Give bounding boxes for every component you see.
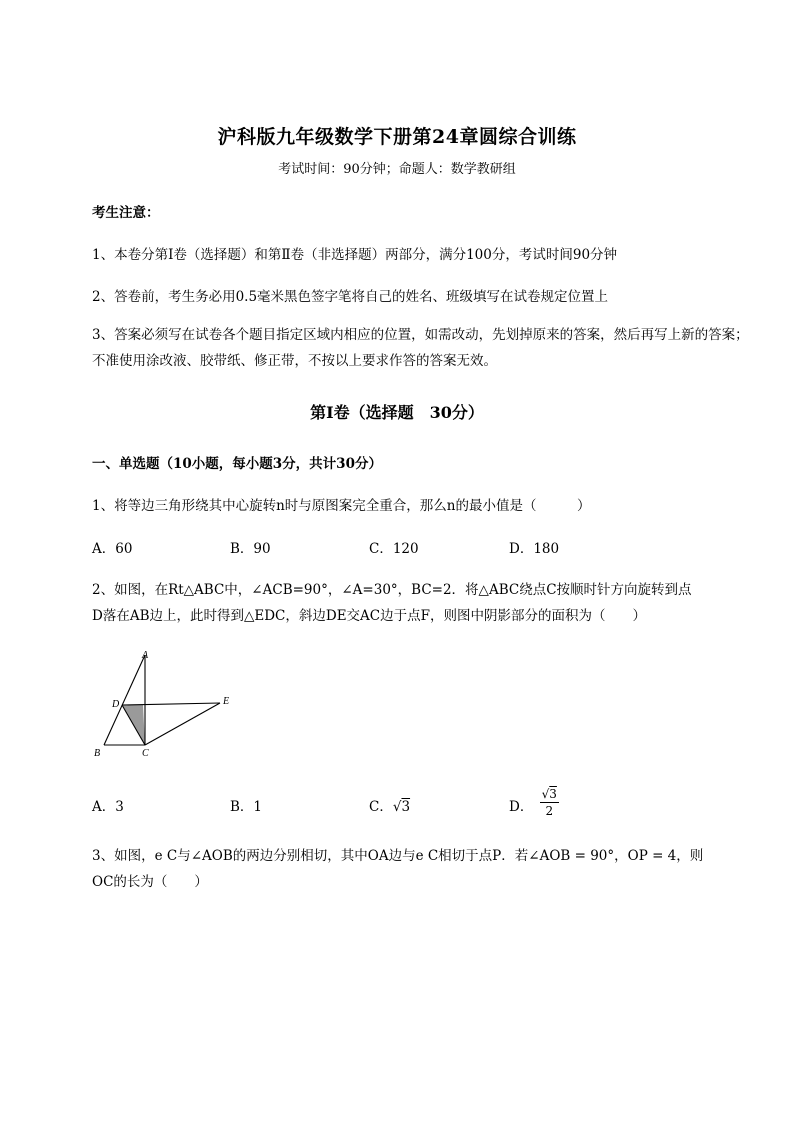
q2-option-d-label: D． <box>509 799 534 815</box>
label-d: D <box>112 699 120 710</box>
side-de <box>122 703 220 705</box>
label-b: B <box>94 748 101 759</box>
fraction-numerator <box>540 786 559 803</box>
q1-option-d[interactable]: D．180 <box>509 541 560 557</box>
notice-item-2: 2、答卷前，考生务必用0.5毫米黑色签字笔将自己的姓名、班级填写在试卷规定位置上 <box>92 289 609 305</box>
question-3-stem-line-1: 3、如图，e C与∠AOB的两边分别相切，其中OA边与e C相切于点P．若∠AOB = 90°，OP = 4，则 <box>92 848 704 864</box>
exam-subtitle: 考试时间：90分钟；命题人：数学教研组 <box>278 162 516 177</box>
sqrt-sign: √ <box>541 787 550 801</box>
question-2-stem-line-1: 2、如图，在Rt△ABC中，∠ACB=90°，∠A=30°，BC=2．将△ABC绕点C按顺时针方向旋转到点 <box>92 582 692 598</box>
label-e: E <box>223 696 230 707</box>
label-c: C <box>142 748 149 759</box>
fraction-denominator: 2 <box>545 804 554 818</box>
side-ce <box>145 703 220 745</box>
triangle-figure <box>90 648 250 768</box>
sqrt-sign: √ <box>392 799 402 815</box>
q2-option-c-label: C． <box>369 799 393 815</box>
notice-item-1: 1、本卷分第I卷（选择题）和第Ⅱ卷（非选择题）两部分，满分100分，考试时间90分钟 <box>92 247 618 263</box>
q2-option-c-radicand: 3 <box>401 799 411 815</box>
q2-option-c[interactable] <box>369 795 410 815</box>
q1-option-b[interactable]: B．90 <box>230 541 271 557</box>
question-3-stem-line-2: OC的长为（ ） <box>92 874 208 890</box>
notice-item-3: 3、答案必须写在试卷各个题目指定区域内相应的位置，如需改动，先划掉原来的答案，然后再写上新的答案；不准使用涂改液、胶带纸、修正带，不按以上要求作答的答案无效。 <box>92 327 749 369</box>
q2-option-b[interactable]: B．1 <box>230 799 263 815</box>
notice-heading: 考生注意： <box>92 205 160 221</box>
fraction-numerator-value: 3 <box>549 787 557 801</box>
section-title: 第I卷（选择题 30分） <box>310 403 484 422</box>
q1-option-c[interactable]: C．120 <box>369 541 419 557</box>
question-2-stem-line-2: D落在AB边上，此时得到△EDC，斜边DE交AC边于点F，则图中阴影部分的面积为（ ） <box>92 608 647 624</box>
q2-option-d[interactable] <box>509 786 559 819</box>
fraction <box>540 786 559 819</box>
question-1-stem: 1、将等边三角形绕其中心旋转n时与原图案完全重合，那么n的最小值是（ ） <box>92 498 591 514</box>
q2-option-a[interactable]: A．3 <box>92 799 124 815</box>
exam-title: 沪科版九年级数学下册第24章圆综合训练 <box>217 126 577 148</box>
part-heading: 一、单选题（10小题，每小题3分，共计30分） <box>92 456 382 472</box>
q1-option-a[interactable]: A．60 <box>92 541 133 557</box>
label-a: A <box>142 650 149 661</box>
